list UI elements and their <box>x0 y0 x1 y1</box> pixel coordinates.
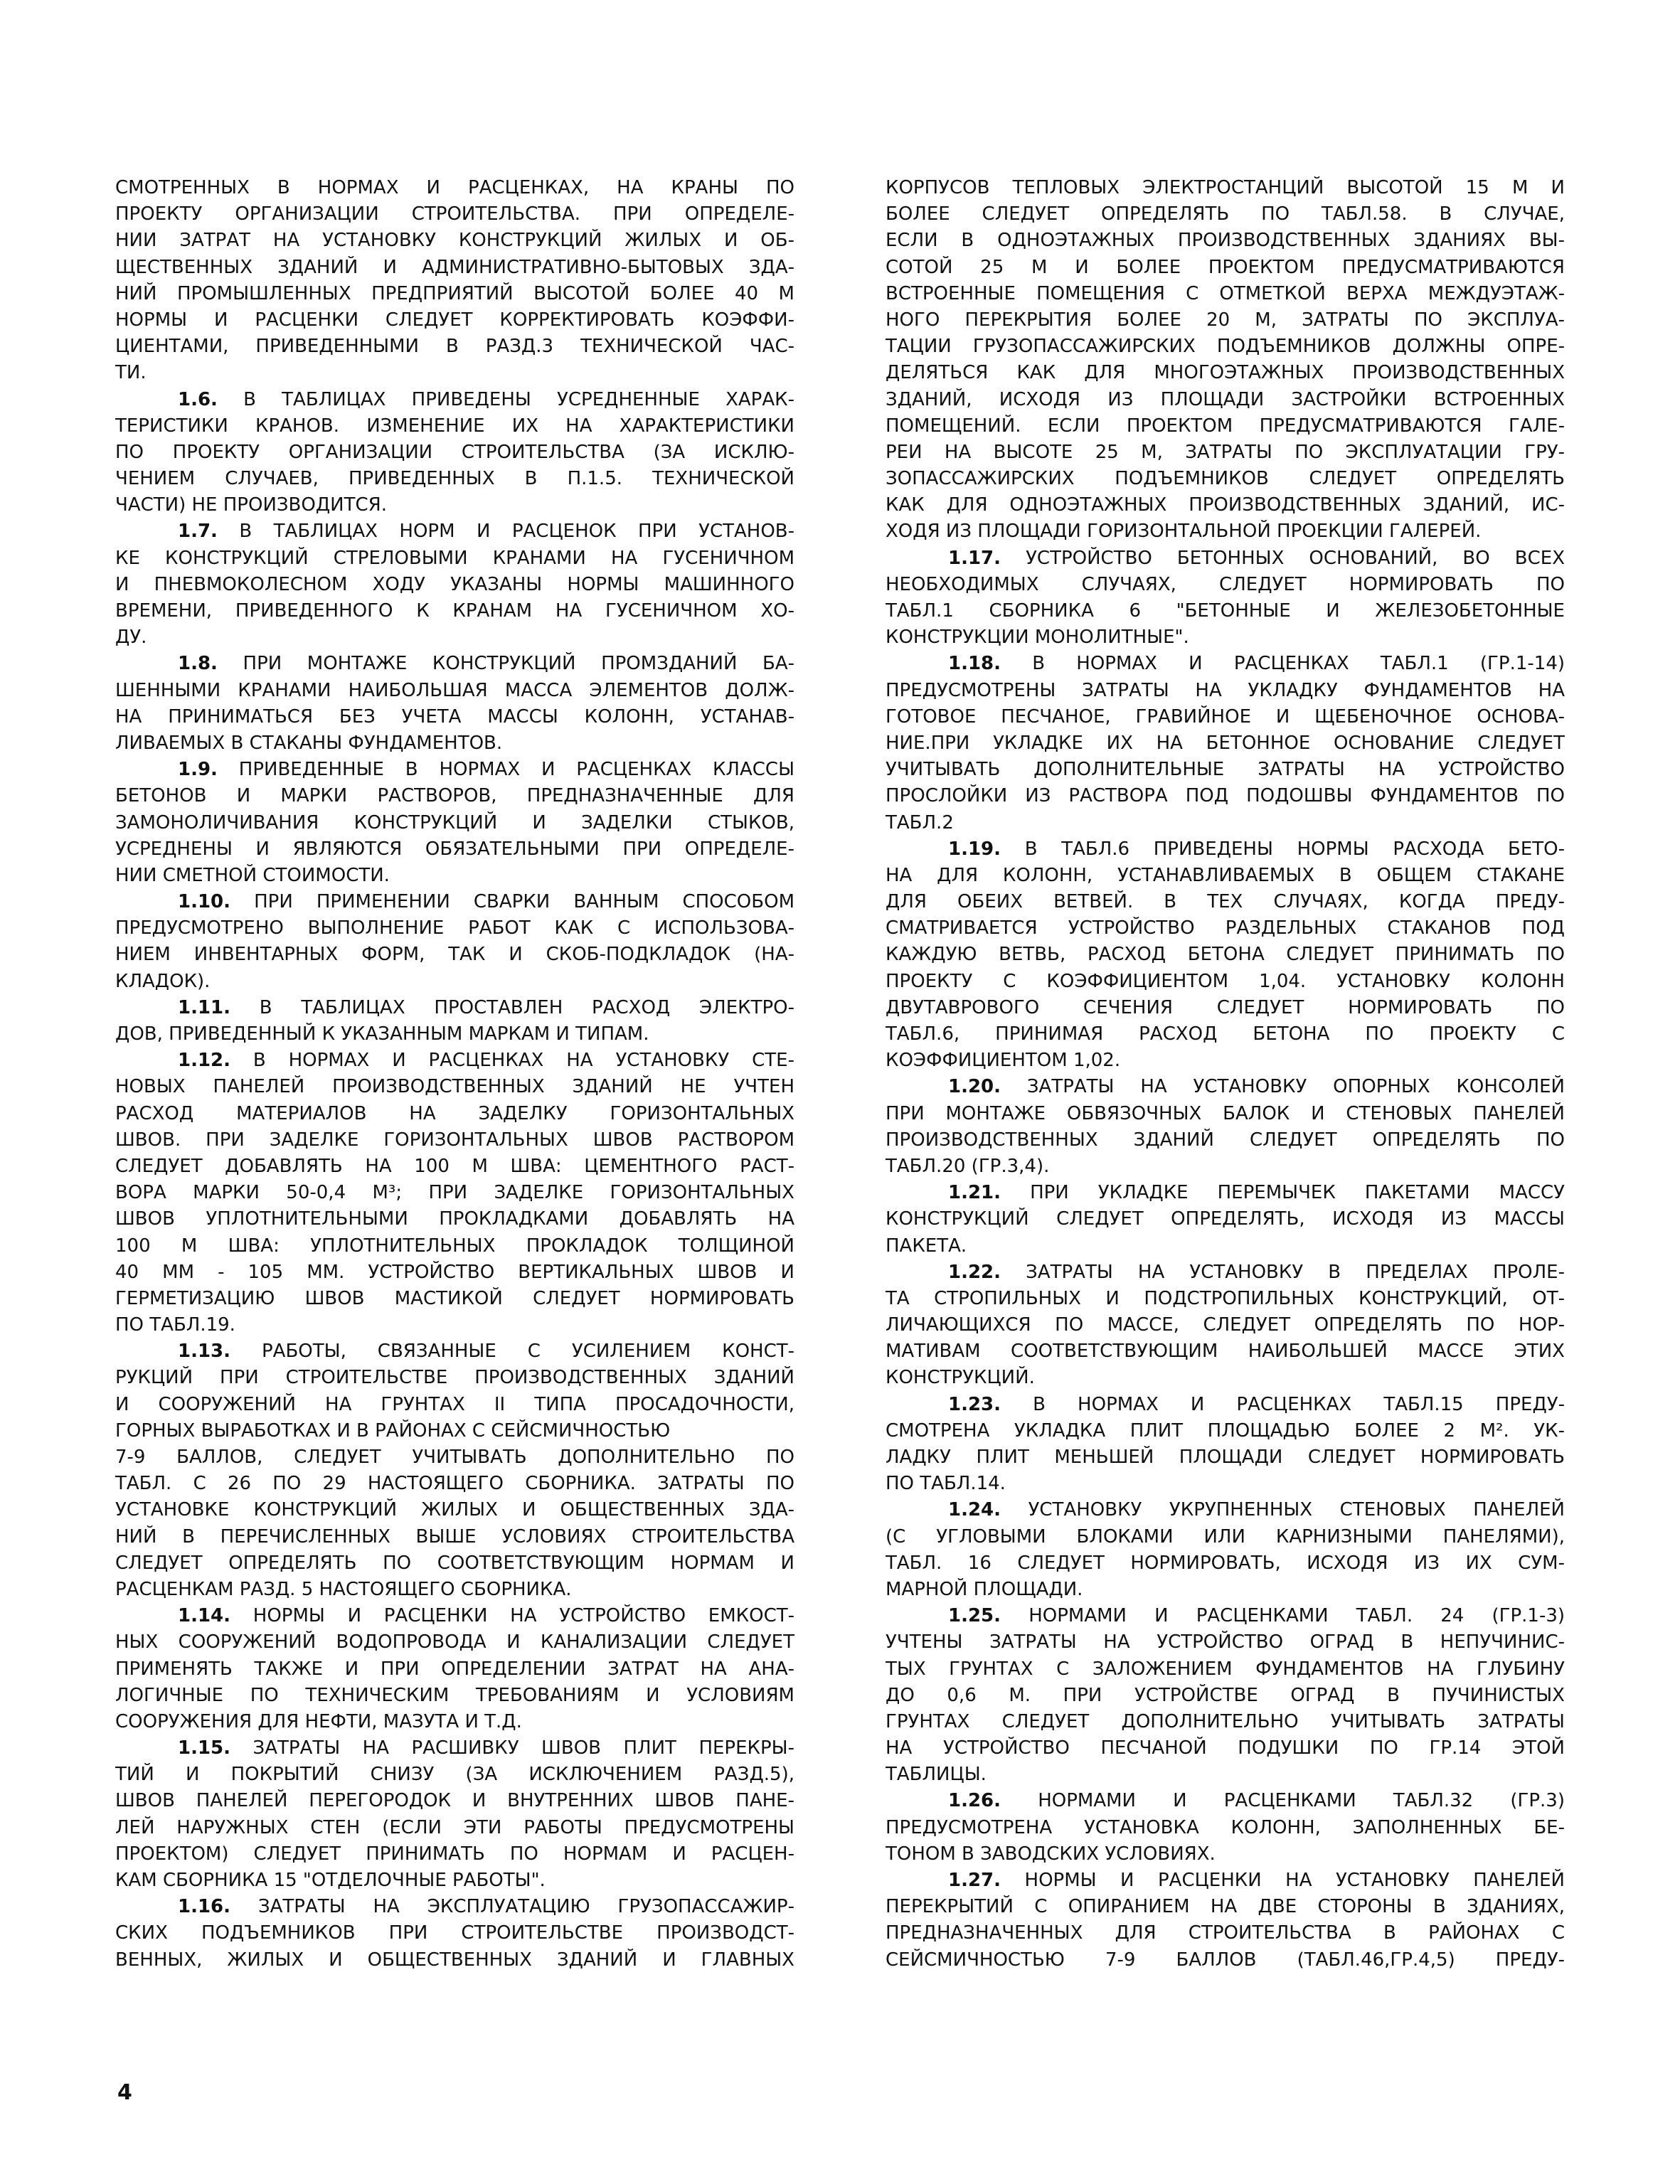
line-text: ДЛЯ ОБЕИХ ВЕТВЕЙ. В ТЕХ СЛУЧАЯХ, КОГДА ПРЕДУ- <box>886 891 1565 913</box>
text-line <box>115 1947 794 1973</box>
text-line <box>115 1894 794 1920</box>
line-text: ТАБЛ. 16 СЛЕДУЕТ НОРМИРОВАТЬ, ИСХОДЯ ИЗ ИХ СУМ- <box>886 1552 1565 1574</box>
line-text: НОРМЫ И РАСЦЕНКИ НА УСТРОЙСТВО ЕМКОСТ- <box>252 1605 794 1627</box>
line-text: ТАБЛ.6, ПРИНИМАЯ РАСХОД БЕТОНА ПО ПРОЕКТУ С <box>886 1023 1565 1045</box>
line-text: ГОРНЫХ ВЫРАБОТКАХ И В РАЙОНАХ С СЕЙСМИЧНОСТЬЮ <box>115 1419 671 1442</box>
text-line <box>886 1656 1565 1683</box>
line-text: ЗАТРАТЫ НА ЭКСПЛУАТАЦИЮ ГРУЗОПАССАЖИР- <box>257 1896 794 1918</box>
line-text: ТЫХ ГРУНТАХ С ЗАЛОЖЕНИЕМ ФУНДАМЕНТОВ НА ГЛУБИНУ <box>886 1658 1565 1680</box>
line-text: ТАБЛ.2 <box>886 811 954 833</box>
text-line <box>886 1471 1565 1497</box>
line-text: 100 М ШВА: УПЛОТНИТЕЛЬНЫХ ПРОКЛАДОК ТОЛЩИНОЙ <box>115 1235 794 1257</box>
text-line <box>886 1259 1565 1286</box>
text-line <box>115 1788 794 1814</box>
text-line <box>115 1683 794 1709</box>
line-text: МАРНОЙ ПЛОЩАДИ. <box>886 1578 1083 1600</box>
clause-number: 1.16. <box>178 1896 231 1918</box>
text-line <box>886 1127 1565 1154</box>
text-line <box>115 1815 794 1841</box>
text-line <box>115 201 794 228</box>
text-line <box>886 1894 1565 1920</box>
clause-number: 1.21. <box>948 1182 1001 1204</box>
line-text: ПРИ УКЛАДКЕ ПЕРЕМЫЧЕК ПАКЕТАМИ МАССУ <box>1030 1182 1565 1204</box>
text-line <box>115 334 794 360</box>
clause-number: 1.9. <box>178 759 218 781</box>
line-text: В ТАБЛИЦАХ НОРМ И РАСЦЕНОК ПРИ УСТАНОВ- <box>239 521 794 543</box>
text-line <box>115 1206 794 1232</box>
text-line <box>886 730 1565 757</box>
text-line <box>886 281 1565 307</box>
line-text: ПОМЕЩЕНИЙ. ЕСЛИ ПРОЕКТОМ ПРЕДУСМАТРИВАЮТСЯ ГАЛЕ- <box>886 415 1565 437</box>
text-line <box>886 1180 1565 1206</box>
text-line <box>115 889 794 915</box>
text-line <box>115 360 794 386</box>
text-line <box>115 413 794 440</box>
right-column <box>886 175 1565 1973</box>
line-text: УСТРОЙСТВО БЕТОННЫХ ОСНОВАНИЙ, ВО ВСЕХ <box>1026 547 1565 569</box>
line-text: ЗАТРАТЫ НА РАСШИВКУ ШВОВ ПЛИТ ПЕРЕКРЫ- <box>252 1737 794 1759</box>
text-line <box>886 572 1565 598</box>
clause-number: 1.6. <box>178 388 218 410</box>
text-line <box>886 1048 1565 1074</box>
line-text: ПРОЕКТУ ОРГАНИЗАЦИИ СТРОИТЕЛЬСТВА. ПРИ ОПРЕДЕЛЕ- <box>115 203 794 225</box>
line-text: ЗАТРАТЫ НА УСТАНОВКУ В ПРЕДЕЛАХ ПРОЛЕ- <box>1026 1261 1565 1283</box>
text-line <box>886 1206 1565 1232</box>
line-text: БОЛЕЕ СЛЕДУЕТ ОПРЕДЕЛЯТЬ ПО ТАБЛ.58. В СЛУЧАЕ, <box>886 203 1565 225</box>
clause-number: 1.22. <box>948 1261 1001 1283</box>
line-text: ТАБЛ.20 (ГР.3,4). <box>886 1155 1050 1177</box>
text-line <box>115 598 794 624</box>
line-text: 40 ММ - 105 ММ. УСТРОЙСТВО ВЕРТИКАЛЬНЫХ ШВОВ И <box>115 1261 794 1283</box>
line-text: СМАТРИВАЕТСЯ УСТРОЙСТВО РАЗДЕЛЬНЫХ СТАКАНОВ ПОД <box>886 917 1565 939</box>
line-text: ТИ. <box>115 362 147 384</box>
text-line <box>115 810 794 836</box>
text-line <box>115 1709 794 1735</box>
line-text: В НОРМАХ И РАСЦЕНКАХ ТАБЛ.15 ПРЕДУ- <box>1033 1393 1565 1415</box>
line-text: ЛАДКУ ПЛИТ МЕНЬШЕЙ ПЛОЩАДИ СЛЕДУЕТ НОРМИРОВАТЬ <box>886 1447 1565 1468</box>
line-text: СООРУЖЕНИЯ ДЛЯ НЕФТИ, МАЗУТА И Т.Д. <box>115 1710 522 1732</box>
text-line <box>886 1233 1565 1259</box>
text-line <box>115 1841 794 1868</box>
text-line <box>886 704 1565 730</box>
text-line <box>886 1947 1565 1973</box>
line-text: ДВУТАВРОВОГО СЕЧЕНИЯ СЛЕДУЕТ НОРМИРОВАТЬ ПО <box>886 996 1565 1018</box>
text-line <box>115 307 794 334</box>
line-text: ПЕРЕКРЫТИЙ С ОПИРАНИЕМ НА ДВЕ СТОРОНЫ В ЗДАНИЯХ, <box>886 1896 1565 1918</box>
line-text: СОТОЙ 25 М И БОЛЕЕ ПРОЕКТОМ ПРЕДУСМАТРИВАЮТСЯ <box>886 256 1565 278</box>
line-text: ПРИМЕНЯТЬ ТАКЖЕ И ПРИ ОПРЕДЕЛЕНИИ ЗАТРАТ НА АНА- <box>115 1658 794 1680</box>
text-line <box>886 255 1565 281</box>
line-text: НИЕМ ИНВЕНТАРНЫХ ФОРМ, ТАК И СКОБ-ПОДКЛАДОК (НА- <box>115 944 794 966</box>
text-line <box>886 783 1565 809</box>
line-text: ТИЙ И ПОКРЫТИЙ СНИЗУ (ЗА ИСКЛЮЧЕНИЕМ РАЗД.5), <box>115 1764 794 1786</box>
text-line <box>115 492 794 518</box>
text-line <box>886 1154 1565 1180</box>
line-text: КЛАДОК). <box>115 970 211 992</box>
line-text: ПРИ МОНТАЖЕ ОБВЯЗОЧНЫХ БАЛОК И СТЕНОВЫХ ПАНЕЛЕЙ <box>886 1102 1565 1124</box>
line-text: ШВОВ УПЛОТНИТЕЛЬНЫМИ ПРОКЛАДКАМИ ДОБАВЛЯТЬ НА <box>115 1208 794 1230</box>
line-text: ПРИ МОНТАЖЕ КОНСТРУКЦИЙ ПРОМЗДАНИЙ БА- <box>243 653 794 675</box>
text-line <box>115 624 794 651</box>
line-text: РАБОТЫ, СВЯЗАННЫЕ С УСИЛЕНИЕМ КОНСТ- <box>262 1341 794 1363</box>
clause-number: 1.23. <box>948 1393 1001 1415</box>
text-line <box>115 1735 794 1762</box>
text-line <box>115 969 794 995</box>
text-line <box>886 1524 1565 1550</box>
line-text: КАМ СБОРНИКА 15 "ОТДЕЛОЧНЫЕ РАБОТЫ". <box>115 1870 546 1891</box>
line-text: В НОРМАХ И РАСЦЕНКАХ НА УСТАНОВКУ СТЕ- <box>252 1050 794 1072</box>
text-line <box>115 1312 794 1338</box>
text-line <box>886 1392 1565 1418</box>
line-text: ТЕРИСТИКИ КРАНОВ. ИЗМЕНЕНИЕ ИХ НА ХАРАКТЕРИСТИКИ <box>115 415 794 437</box>
line-text: ДЕЛЯТЬСЯ КАК ДЛЯ МНОГОЭТАЖНЫХ ПРОИЗВОДСТВЕННЫХ <box>886 362 1565 384</box>
text-line <box>886 1021 1565 1048</box>
line-text: В ТАБЛИЦАХ ПРОСТАВЛЕН РАСХОД ЭЛЕКТРО- <box>259 996 794 1018</box>
clause-number: 1.11. <box>178 996 231 1018</box>
line-text: НОРМАМИ И РАСЦЕНКАМИ ТАБЛ.32 (ГР.3) <box>1038 1790 1565 1812</box>
line-text: ВСТРОЕННЫЕ ПОМЕЩЕНИЯ С ОТМЕТКОЙ ВЕРХА МЕЖДУЭТАЖ- <box>886 282 1565 304</box>
line-text: ШВОВ. ПРИ ЗАДЕЛКЕ ГОРИЗОНТАЛЬНЫХ ШВОВ РАСТВОРОМ <box>115 1129 794 1151</box>
line-text: НОВЫХ ПАНЕЛЕЙ ПРОИЗВОДСТВЕННЫХ ЗДАНИЙ НЕ УЧТЕН <box>115 1076 794 1098</box>
line-text: ШЕННЫМИ КРАНАМИ НАИБОЛЬШАЯ МАССА ЭЛЕМЕНТОВ ДОЛЖ- <box>115 679 794 701</box>
text-line <box>886 1101 1565 1127</box>
line-text: УЧИТЫВАТЬ ДОПОЛНИТЕЛЬНЫЕ ЗАТРАТЫ НА УСТРОЙСТВО <box>886 759 1565 781</box>
line-text: НЫХ СООРУЖЕНИЙ ВОДОПРОВОДА И КАНАЛИЗАЦИИ СЛЕДУЕТ <box>115 1631 794 1653</box>
line-text: ЛИЧАЮЩИХСЯ ПО МАССЕ, СЛЕДУЕТ ОПРЕДЕЛЯТЬ ПО НОР- <box>886 1314 1565 1336</box>
line-text: КОНСТРУКЦИИ МОНОЛИТНЫЕ". <box>886 627 1189 649</box>
line-text: СЛЕДУЕТ ДОБАВЛЯТЬ НА 100 М ШВА: ЦЕМЕНТНОГО РАСТ- <box>115 1155 794 1177</box>
text-line <box>886 624 1565 651</box>
text-line <box>886 360 1565 386</box>
line-text: СЕЙСМИЧНОСТЬЮ 7-9 БАЛЛОВ (ТАБЛ.46,ГР.4,5) ПРЕДУ- <box>886 1949 1565 1971</box>
line-text: ТАБЛ.1 СБОРНИКА 6 "БЕТОННЫЕ И ЖЕЛЕЗОБЕТОННЫЕ <box>886 600 1565 622</box>
text-line <box>886 1312 1565 1338</box>
text-line <box>886 413 1565 440</box>
text-line <box>886 1074 1565 1100</box>
text-line <box>115 1920 794 1946</box>
clause-number: 1.25. <box>948 1605 1001 1627</box>
text-line <box>886 175 1565 201</box>
line-text: В ТАБЛИЦАХ ПРИВЕДЕНЫ УСРЕДНЕННЫЕ ХАРАК- <box>243 388 794 410</box>
text-line <box>115 704 794 730</box>
line-text: ПО ТАБЛ.14. <box>886 1473 1006 1495</box>
line-text: ДОВ, ПРИВЕДЕННЫЙ К УКАЗАННЫМ МАРКАМ И ТИПАМ. <box>115 1023 649 1045</box>
text-line <box>886 1629 1565 1656</box>
left-column <box>115 175 794 1973</box>
text-line <box>115 518 794 545</box>
text-line <box>886 1683 1565 1709</box>
line-text: КОРПУСОВ ТЕПЛОВЫХ ЭЛЕКТРОСТАНЦИЙ ВЫСОТОЙ 15 М И <box>886 177 1565 198</box>
text-line <box>886 1841 1565 1868</box>
line-text: (С УГЛОВЫМИ БЛОКАМИ ИЛИ КАРНИЗНЫМИ ПАНЕЛЯМИ), <box>886 1525 1565 1548</box>
text-line <box>115 1550 794 1577</box>
text-line <box>886 1444 1565 1471</box>
text-line <box>115 863 794 889</box>
line-text: НИЙ В ПЕРЕЧИСЛЕННЫХ ВЫШЕ УСЛОВИЯХ СТРОИТЕЛЬСТВА <box>115 1525 794 1548</box>
line-text: ПРОЕКТОМ) СЛЕДУЕТ ПРИНИМАТЬ ПО НОРМАМ И РАСЦЕН- <box>115 1843 794 1865</box>
line-text: ТАЦИИ ГРУЗОПАССАЖИРСКИХ ПОДЪЕМНИКОВ ДОЛЖНЫ ОПРЕ- <box>886 336 1565 358</box>
line-text: ЦИЕНТАМИ, ПРИВЕДЕННЫМИ В РАЗД.3 ТЕХНИЧЕСКОЙ ЧАС- <box>115 336 794 358</box>
line-text: НОРМАМИ И РАСЦЕНКАМИ ТАБЛ. 24 (ГР.1-3) <box>1028 1605 1565 1627</box>
line-text: ВРЕМЕНИ, ПРИВЕДЕННОГО К КРАНАМ НА ГУСЕНИЧНОМ ХО- <box>115 600 794 622</box>
line-text: ПРОИЗВОДСТВЕННЫХ ЗДАНИЙ СЛЕДУЕТ ОПРЕДЕЛЯТЬ ПО <box>886 1129 1565 1151</box>
text-line <box>115 1444 794 1471</box>
text-line <box>115 1233 794 1259</box>
line-text: НОРМЫ И РАСЦЕНКИ СЛЕДУЕТ КОРРЕКТИРОВАТЬ КОЭФФИ- <box>115 309 794 331</box>
text-line <box>886 889 1565 915</box>
line-text: НА УСТРОЙСТВО ПЕСЧАНОЙ ПОДУШКИ ПО ГР.14 ЭТОЙ <box>886 1737 1565 1759</box>
text-line <box>115 387 794 413</box>
line-text: ПО ТАБЛ.19. <box>115 1314 235 1336</box>
line-text: ПРЕДУСМОТРЕНЫ ЗАТРАТЫ НА УКЛАДКУ ФУНДАМЕНТОВ НА <box>886 679 1565 701</box>
line-text: ПРЕДУСМОТРЕНА УСТАНОВКА КОЛОНН, ЗАПОЛНЕННЫХ БЕ- <box>886 1816 1565 1838</box>
clause-number: 1.20. <box>948 1076 1001 1098</box>
clause-number: 1.12. <box>178 1050 231 1072</box>
text-line <box>886 440 1565 466</box>
line-text: ХОДЯ ИЗ ПЛОЩАДИ ГОРИЗОНТАЛЬНОЙ ПРОЕКЦИИ ГАЛЕРЕЙ. <box>886 521 1482 543</box>
text-line <box>886 1365 1565 1391</box>
text-line <box>886 1497 1565 1523</box>
line-text: НОГО ПЕРЕКРЫТИЯ БОЛЕЕ 20 М, ЗАТРАТЫ ПО ЭКСПЛУА- <box>886 309 1565 331</box>
text-line <box>115 1471 794 1497</box>
clause-number: 1.14. <box>178 1605 231 1627</box>
clause-number: 1.10. <box>178 891 231 913</box>
clause-number: 1.26. <box>948 1790 1001 1812</box>
text-line <box>115 1074 794 1100</box>
line-text: В НОРМАХ И РАСЦЕНКАХ ТАБЛ.1 (ГР.1-14) <box>1032 653 1565 675</box>
text-line <box>886 915 1565 942</box>
text-line <box>115 1286 794 1312</box>
line-text: УСТАНОВКУ УКРУПНЕННЫХ СТЕНОВЫХ ПАНЕЛЕЙ <box>1028 1499 1565 1521</box>
page-number: 4 <box>117 2080 132 2105</box>
line-text: В ТАБЛ.6 ПРИВЕДЕНЫ НОРМЫ РАСХОДА БЕТО- <box>1024 838 1565 860</box>
text-line <box>886 836 1565 863</box>
line-text: КЕ КОНСТРУКЦИЙ СТРЕЛОВЫМИ КРАНАМИ НА ГУСЕНИЧНОМ <box>115 547 794 569</box>
text-line <box>115 228 794 254</box>
line-text: ЧАСТИ) НЕ ПРОИЗВОДИТСЯ. <box>115 494 387 516</box>
line-text: СМОТРЕНА УКЛАДКА ПЛИТ ПЛОЩАДЬЮ БОЛЕЕ 2 М². УК- <box>886 1419 1565 1442</box>
text-line <box>115 1577 794 1603</box>
line-text: ПРОСЛОЙКИ ИЗ РАСТВОРА ПОД ПОДОШВЫ ФУНДАМЕНТОВ ПО <box>886 785 1565 807</box>
line-text: РУКЦИЙ ПРИ СТРОИТЕЛЬСТВЕ ПРОИЗВОДСТВЕННЫХ ЗДАНИЙ <box>115 1367 794 1389</box>
text-line <box>886 651 1565 677</box>
text-line <box>115 651 794 677</box>
line-text: УСРЕДНЕНЫ И ЯВЛЯЮТСЯ ОБЯЗАТЕЛЬНЫМИ ПРИ ОПРЕДЕЛЕ- <box>115 838 794 860</box>
text-line <box>886 1788 1565 1814</box>
line-text: ВЕННЫХ, ЖИЛЫХ И ОБЩЕСТВЕННЫХ ЗДАНИЙ И ГЛАВНЫХ <box>115 1949 794 1971</box>
text-line <box>115 1524 794 1550</box>
clause-number: 1.24. <box>948 1499 1001 1521</box>
text-line <box>886 995 1565 1021</box>
text-line <box>886 1709 1565 1735</box>
text-line <box>886 1815 1565 1841</box>
text-line <box>886 545 1565 572</box>
text-line <box>886 1735 1565 1762</box>
line-text: КАК ДЛЯ ОДНОЭТАЖНЫХ ПРОИЗВОДСТВЕННЫХ ЗДАНИЙ, ИС- <box>886 494 1565 516</box>
text-line <box>886 201 1565 228</box>
clause-number: 1.15. <box>178 1737 231 1759</box>
line-text: КОНСТРУКЦИЙ СЛЕДУЕТ ОПРЕДЕЛЯТЬ, ИСХОДЯ ИЗ МАССЫ <box>886 1208 1565 1230</box>
line-text: ГРУНТАХ СЛЕДУЕТ ДОПОЛНИТЕЛЬНО УЧИТЫВАТЬ ЗАТРАТЫ <box>886 1710 1565 1732</box>
line-text: ЛИВАЕМЫХ В СТАКАНЫ ФУНДАМЕНТОВ. <box>115 732 503 754</box>
line-text: ДО 0,6 М. ПРИ УСТРОЙСТВЕ ОГРАД В ПУЧИНИСТЫХ <box>886 1684 1565 1706</box>
line-text: ТАБЛИЦЫ. <box>886 1764 987 1786</box>
line-text: СМОТРЕННЫХ В НОРМАХ И РАСЦЕНКАХ, НА КРАНЫ ПО <box>115 177 794 198</box>
line-text: НИИ СМЕТНОЙ СТОИМОСТИ. <box>115 864 390 886</box>
line-text: РЕИ НА ВЫСОТЕ 25 М, ЗАТРАТЫ ПО ЭКСПЛУАТАЦИИ ГРУ- <box>886 441 1565 463</box>
text-line <box>886 810 1565 836</box>
text-line <box>886 863 1565 889</box>
line-text: ЗАТРАТЫ НА УСТАНОВКУ ОПОРНЫХ КОНСОЛЕЙ <box>1026 1076 1565 1098</box>
line-text: УСТАНОВКЕ КОНСТРУКЦИЙ ЖИЛЫХ И ОБЩЕСТВЕННЫХ ЗДА- <box>115 1499 794 1521</box>
line-text: ЗДАНИЙ, ИСХОДЯ ИЗ ПЛОЩАДИ ЗАСТРОЙКИ ВСТРОЕННЫХ <box>886 388 1565 410</box>
text-line <box>115 783 794 809</box>
text-line <box>886 942 1565 968</box>
text-line <box>115 1154 794 1180</box>
text-line <box>115 915 794 942</box>
clause-number: 1.13. <box>178 1341 231 1363</box>
line-text: ПРЕДНАЗНАЧЕННЫХ ДЛЯ СТРОИТЕЛЬСТВА В РАЙОНАХ С <box>886 1922 1565 1944</box>
line-text: И ПНЕВМОКОЛЕСНОМ ХОДУ УКАЗАНЫ НОРМЫ МАШИННОГО <box>115 573 794 595</box>
clause-number: 1.19. <box>948 838 1001 860</box>
text-line <box>886 1920 1565 1946</box>
text-line <box>886 307 1565 334</box>
line-text: ВОРА МАРКИ 50-0,4 М³; ПРИ ЗАДЕЛКЕ ГОРИЗОНТАЛЬНЫХ <box>115 1182 794 1204</box>
text-line <box>886 678 1565 704</box>
line-text: ЧЕНИЕМ СЛУЧАЕВ, ПРИВЕДЕННЫХ В П.1.5. ТЕХНИЧЕСКОЙ <box>115 468 794 490</box>
line-text: КОНСТРУКЦИЙ. <box>886 1367 1035 1389</box>
line-text: СКИХ ПОДЪЕМНИКОВ ПРИ СТРОИТЕЛЬСТВЕ ПРОИЗВОДСТ- <box>115 1922 794 1944</box>
text-line <box>886 228 1565 254</box>
text-line <box>115 1497 794 1523</box>
line-text: ЩЕСТВЕННЫХ ЗДАНИЙ И АДМИНИСТРАТИВНО-БЫТОВЫХ ЗДА- <box>115 256 794 278</box>
line-text: НА ПРИНИМАТЬСЯ БЕЗ УЧЕТА МАССЫ КОЛОНН, УСТАНАВ- <box>115 705 794 728</box>
text-line <box>886 492 1565 518</box>
text-line <box>886 518 1565 545</box>
clause-number: 1.7. <box>178 521 218 543</box>
line-text: ЛЕЙ НАРУЖНЫХ СТЕН (ЕСЛИ ЭТИ РАБОТЫ ПРЕДУСМОТРЕНЫ <box>115 1816 794 1838</box>
text-line <box>115 255 794 281</box>
line-text: УЧТЕНЫ ЗАТРАТЫ НА УСТРОЙСТВО ОГРАД В НЕПУЧИНИС- <box>886 1631 1565 1653</box>
text-line <box>115 1180 794 1206</box>
line-text: РАСХОД МАТЕРИАЛОВ НА ЗАДЕЛКУ ГОРИЗОНТАЛЬНЫХ <box>115 1102 794 1124</box>
line-text: ТОНОМ В ЗАВОДСКИХ УСЛОВИЯХ. <box>886 1843 1216 1865</box>
text-line <box>115 836 794 863</box>
clause-number: 1.27. <box>948 1870 1001 1891</box>
text-line <box>115 1762 794 1788</box>
text-line <box>886 1550 1565 1577</box>
text-line <box>115 281 794 307</box>
text-line <box>115 1259 794 1286</box>
line-text: ТАБЛ. С 26 ПО 29 НАСТОЯЩЕГО СБОРНИКА. ЗАТРАТЫ ПО <box>115 1473 794 1495</box>
clause-number: 1.8. <box>178 653 218 675</box>
line-text: РАСЦЕНКАМ РАЗД. 5 НАСТОЯЩЕГО СБОРНИКА. <box>115 1578 572 1600</box>
text-line <box>115 1418 794 1444</box>
text-line <box>115 678 794 704</box>
clause-number: 1.17. <box>948 547 1001 569</box>
line-text: ПРЕДУСМОТРЕНО ВЫПОЛНЕНИЕ РАБОТ КАК С ИСПОЛЬЗОВА- <box>115 917 794 939</box>
line-text: ШВОВ ПАНЕЛЕЙ ПЕРЕГОРОДОК И ВНУТРЕННИХ ШВОВ ПАНЕ- <box>115 1790 794 1812</box>
line-text: СЛЕДУЕТ ОПРЕДЕЛЯТЬ ПО СООТВЕТСТВУЮЩИМ НОРМАМ И <box>115 1552 794 1574</box>
line-text: ПРИВЕДЕННЫЕ В НОРМАХ И РАСЦЕНКАХ КЛАССЫ <box>238 759 794 781</box>
line-text: ТА СТРОПИЛЬНЫХ И ПОДСТРОПИЛЬНЫХ КОНСТРУКЦИЙ, ОТ- <box>886 1287 1565 1309</box>
text-line <box>115 1021 794 1048</box>
line-text: ПРИ ПРИМЕНЕНИИ СВАРКИ ВАННЫМ СПОСОБОМ <box>254 891 794 913</box>
text-line <box>115 1603 794 1629</box>
line-text: НИЙ ПРОМЫШЛЕННЫХ ПРЕДПРИЯТИЙ ВЫСОТОЙ БОЛЕЕ 40 М <box>115 282 794 304</box>
text-line <box>886 387 1565 413</box>
text-line <box>115 1048 794 1074</box>
text-line <box>115 440 794 466</box>
line-text: КОЭФФИЦИЕНТОМ 1,02. <box>886 1050 1121 1072</box>
line-text: ЗАМОНОЛИЧИВАНИЯ КОНСТРУКЦИЙ И ЗАДЕЛКИ СТЫКОВ, <box>115 811 794 833</box>
line-text: КАЖДУЮ ВЕТВЬ, РАСХОД БЕТОНА СЛЕДУЕТ ПРИНИМАТЬ ПО <box>886 944 1565 966</box>
text-line <box>115 1392 794 1418</box>
text-line <box>886 598 1565 624</box>
line-text: ЛОГИЧНЫЕ ПО ТЕХНИЧЕСКИМ ТРЕБОВАНИЯМ И УСЛОВИЯМ <box>115 1684 794 1706</box>
text-line <box>115 572 794 598</box>
text-line <box>115 1365 794 1391</box>
text-line <box>886 466 1565 492</box>
line-text: ГЕРМЕТИЗАЦИЮ ШВОВ МАСТИКОЙ СЛЕДУЕТ НОРМИРОВАТЬ <box>115 1287 794 1309</box>
text-line <box>886 1338 1565 1365</box>
line-text: НА ДЛЯ КОЛОНН, УСТАНАВЛИВАЕМЫХ В ОБЩЕМ СТАКАНЕ <box>886 864 1565 886</box>
text-line <box>886 757 1565 783</box>
line-text: ПРОЕКТУ С КОЭФФИЦИЕНТОМ 1,04. УСТАНОВКУ КОЛОНН <box>886 970 1565 992</box>
text-line <box>115 757 794 783</box>
text-line <box>115 545 794 572</box>
text-line <box>115 730 794 757</box>
line-text: И СООРУЖЕНИЙ НА ГРУНТАХ II ТИПА ПРОСАДОЧНОСТИ, <box>115 1393 794 1415</box>
text-line <box>115 1868 794 1894</box>
line-text: НЕОБХОДИМЫХ СЛУЧАЯХ, СЛЕДУЕТ НОРМИРОВАТЬ ПО <box>886 573 1565 595</box>
text-line <box>115 1656 794 1683</box>
clause-number: 1.18. <box>948 653 1001 675</box>
line-text: НОРМЫ И РАСЦЕНКИ НА УСТАНОВКУ ПАНЕЛЕЙ <box>1024 1870 1565 1891</box>
line-text: НИЕ.ПРИ УКЛАДКЕ ИХ НА БЕТОННОЕ ОСНОВАНИЕ СЛЕДУЕТ <box>886 732 1565 754</box>
line-text: ЗОПАССАЖИРСКИХ ПОДЪЕМНИКОВ СЛЕДУЕТ ОПРЕДЕЛЯТЬ <box>886 468 1565 490</box>
line-text: 7-9 БАЛЛОВ, СЛЕДУЕТ УЧИТЫВАТЬ ДОПОЛНИТЕЛЬНО ПО <box>115 1447 794 1468</box>
line-text: ЕСЛИ В ОДНОЭТАЖНЫХ ПРОИЗВОДСТВЕННЫХ ЗДАНИЯХ ВЫ- <box>886 230 1565 252</box>
text-line <box>886 1418 1565 1444</box>
text-line <box>886 1286 1565 1312</box>
text-line <box>886 334 1565 360</box>
text-line <box>115 175 794 201</box>
line-text: БЕТОНОВ И МАРКИ РАСТВОРОВ, ПРЕДНАЗНАЧЕННЫЕ ДЛЯ <box>115 785 794 807</box>
line-text: ДУ. <box>115 627 147 649</box>
text-line <box>115 466 794 492</box>
line-text: НИИ ЗАТРАТ НА УСТАНОВКУ КОНСТРУКЦИЙ ЖИЛЫХ И ОБ- <box>115 230 794 252</box>
line-text: ПАКЕТА. <box>886 1235 967 1257</box>
text-line <box>115 1338 794 1365</box>
text-line <box>886 1762 1565 1788</box>
line-text: МАТИВАМ СООТВЕТСТВУЮЩИМ НАИБОЛЬШЕЙ МАССЕ ЭТИХ <box>886 1341 1565 1363</box>
text-line <box>886 1868 1565 1894</box>
text-line <box>115 1127 794 1154</box>
text-line <box>886 1603 1565 1629</box>
text-line <box>886 1577 1565 1603</box>
text-line <box>115 1101 794 1127</box>
text-line <box>115 1629 794 1656</box>
line-text: ГОТОВОЕ ПЕСЧАНОЕ, ГРАВИЙНОЕ И ЩЕБЕНОЧНОЕ ОСНОВА- <box>886 705 1565 728</box>
line-text: ПО ПРОЕКТУ ОРГАНИЗАЦИИ СТРОИТЕЛЬСТВА (ЗА ИСКЛЮ- <box>115 441 794 463</box>
text-line <box>886 969 1565 995</box>
text-line <box>115 995 794 1021</box>
text-line <box>115 942 794 968</box>
